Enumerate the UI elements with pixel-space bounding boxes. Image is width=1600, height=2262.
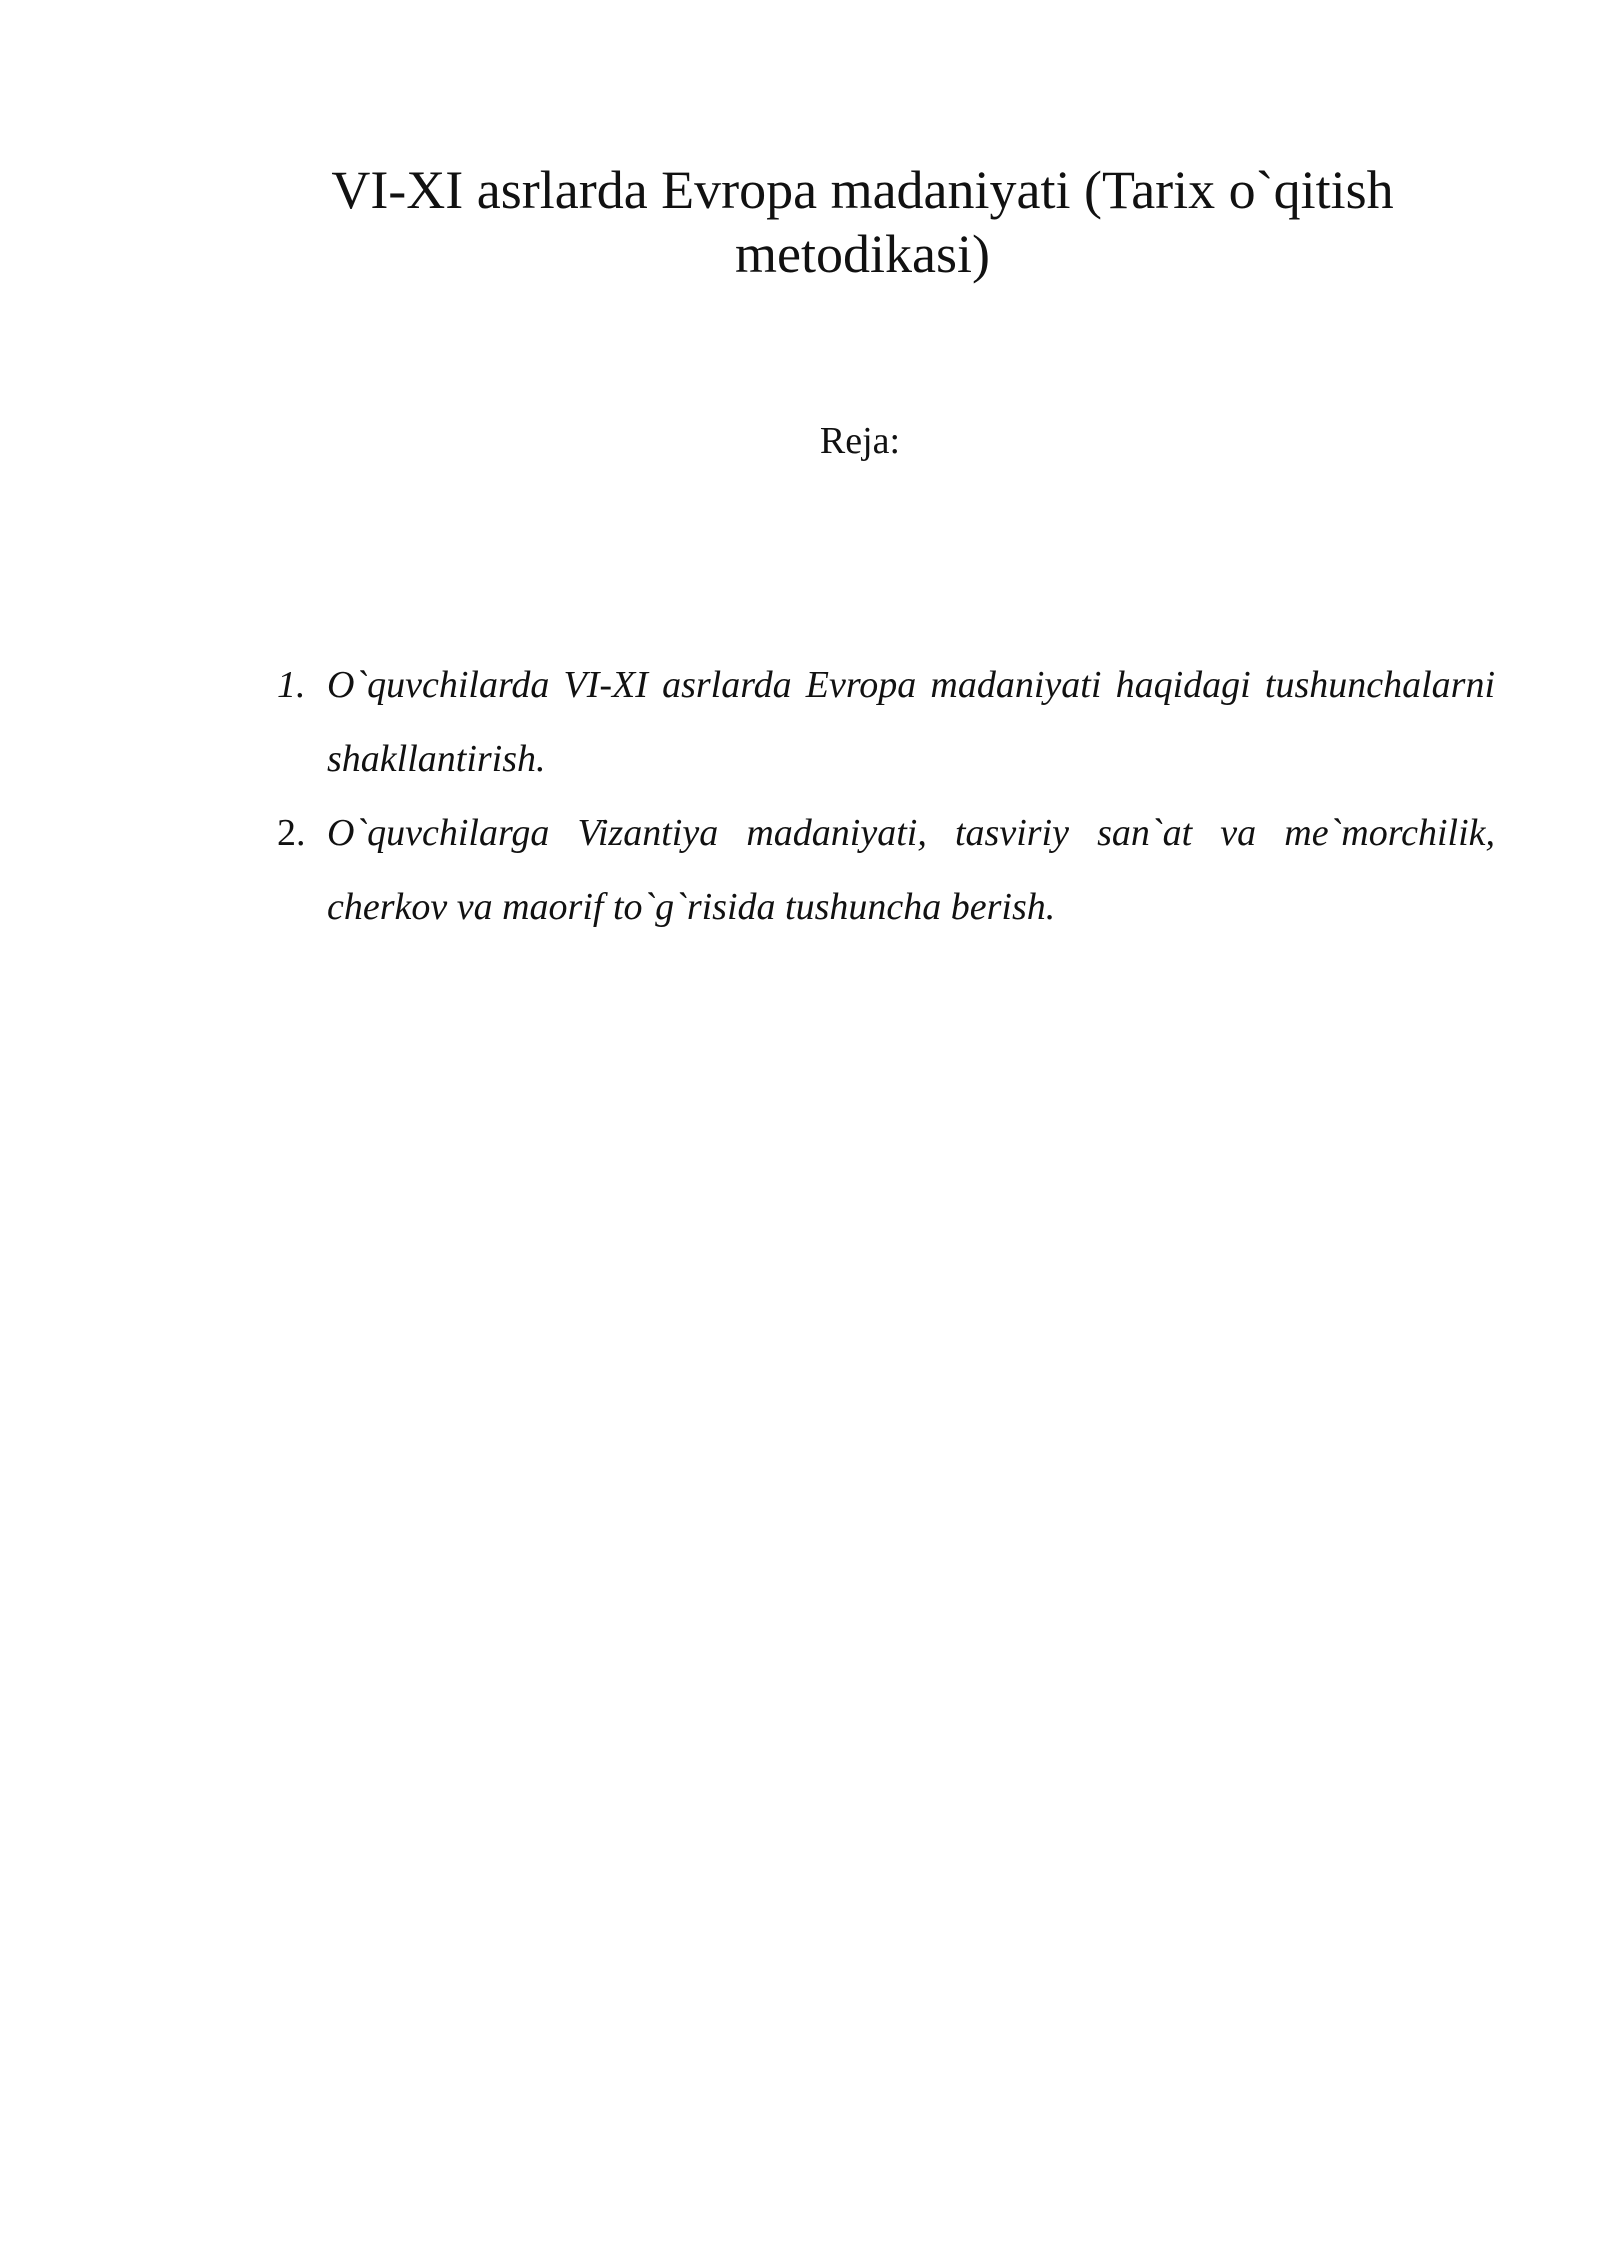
plan-item xyxy=(277,796,1495,944)
plan-item-text: O`quvchilarga Vizantiya madaniyati, tasviriy san`at va me`morchilik, cherkov va maorif to`g`risida tushuncha berish. xyxy=(327,812,1495,928)
plan-item-number: 2. xyxy=(277,812,306,854)
plan-item-number: 1. xyxy=(277,664,306,706)
plan-item-text: O`quvchilarda VI-XI asrlarda Evropa madaniyati haqidagi tushunchalarni shakllantirish. xyxy=(327,664,1495,780)
plan-heading: Reja: xyxy=(819,420,901,462)
plan-list xyxy=(277,648,1495,944)
document-title: VI-XI asrlarda Evropa madaniyati (Tarix o`qitish metodikasi) xyxy=(331,160,1394,284)
plan-item xyxy=(277,648,1495,796)
